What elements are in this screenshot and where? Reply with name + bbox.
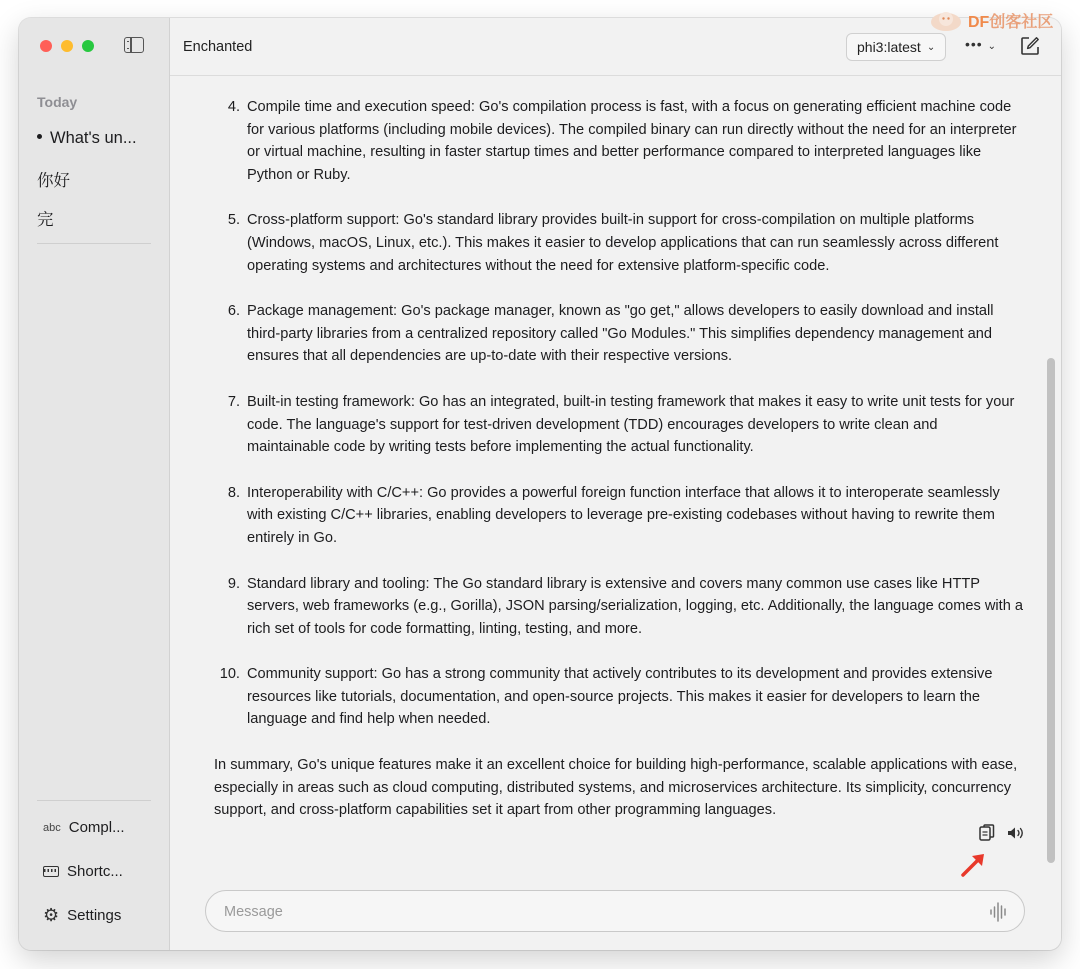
model-selector-value: phi3:latest — [857, 39, 921, 55]
sidebar-toggle-icon[interactable] — [124, 37, 144, 53]
list-item-number: 4. — [227, 99, 240, 115]
chat-item[interactable]: 完 — [37, 211, 54, 229]
abc-icon: abc — [43, 821, 61, 834]
chat-item-active[interactable] — [37, 129, 137, 148]
watermark-brand-df: DF — [968, 13, 990, 31]
settings-button[interactable] — [43, 906, 121, 924]
sidebar — [19, 18, 170, 950]
response-list — [214, 96, 1024, 754]
annotation-arrow-icon — [960, 852, 988, 878]
watermark — [928, 6, 1053, 34]
response-summary: In summary, Go's unique features make it an excellent choice for building high-performance, scalable applications with ease, especially in areas such as cloud computing, distributed systems, and microservices architecture. Its simplicity, concurrency support, and cross-platform capabilities set it apart from other programming languages. — [214, 757, 1018, 819]
minimize-window-button[interactable] — [61, 40, 73, 52]
shortcuts-label: Shortc... — [67, 863, 123, 880]
list-item — [214, 482, 1024, 550]
list-item-number: 8. — [227, 484, 240, 501]
window-title: Enchanted — [183, 39, 253, 55]
message-composer — [205, 890, 1025, 932]
chevron-down-icon: ⌄ — [987, 41, 997, 52]
completions-button[interactable] — [43, 819, 125, 836]
list-item — [214, 391, 1024, 459]
chat-item-label: What's un... — [50, 129, 137, 147]
list-item-number: 5. — [227, 212, 240, 229]
zoom-window-button[interactable] — [82, 40, 94, 52]
list-item-number: 9. — [227, 575, 240, 592]
list-item-number: 7. — [227, 393, 240, 410]
list-item-text: Built-in testing framework: Go has an integrated, built-in testing framework that makes it easy to write unit tests for your code. The language's support for test-driven development (TDD) encourages developers to write clean and maintainable code by writing tests before implementing the actual functionality. — [247, 393, 1015, 456]
sidebar-divider — [37, 243, 151, 244]
list-item — [214, 300, 1024, 368]
new-chat-icon[interactable] — [1020, 36, 1040, 56]
shortcuts-button[interactable] — [43, 863, 123, 880]
conversation-area — [170, 76, 1061, 860]
list-item — [214, 573, 1024, 641]
chat-item[interactable]: 你好 — [37, 172, 70, 190]
speaker-icon[interactable] — [1007, 826, 1025, 840]
active-dot-icon — [37, 134, 42, 139]
gear-icon: ⚙ — [43, 905, 60, 925]
list-item-text: Interoperability with C/C++: Go provides a powerful foreign function interface that allows it to interoperate seamlessly with existing C/C++ libraries, enabling developers to leverage pre-existing codebases without having to rewrite them entirely in Go. — [247, 484, 1000, 546]
list-item-text: Standard library and tooling: The Go standard library is extensive and covers many common use cases like HTTP servers, web frameworks (e.g., Gorilla), JSON parsing/serialization, logging, etc. Additionally, the language comes with a rich set of tools for code formatting, linting, testing, and more. — [247, 575, 1023, 637]
message-actions — [979, 824, 1025, 842]
list-item-text: Community support: Go has a strong community that actively contributes to its development and provides extensive resources like tutorials, documentation, and open-source projects. This makes it easier for developers to learn the language and find help when needed. — [247, 666, 993, 728]
watermark-text — [968, 9, 1053, 32]
list-item-text: Package management: Go's package manager, known as "go get," allows developers to easily download and install third-party libraries from a centralized repository called "Go Modules." This simplifies dependency management and ensures that all dependencies are up-to-date with their respective versions. — [247, 303, 994, 365]
list-item-number: 6. — [227, 303, 240, 320]
settings-label: Settings — [67, 906, 122, 924]
more-options-button[interactable] — [965, 36, 997, 52]
completions-label: Compl... — [68, 819, 125, 836]
list-item-text: Cross-platform support: Go's standard library provides built-in support for cross-compilation on multiple platforms (Windows, macOS, Linux, etc.). This makes it easier to develop applications that can run seamlessly across different operating systems and architectures without the need for extensive platform-specific code. — [247, 212, 999, 274]
message-input[interactable] — [222, 900, 966, 924]
watermark-logo-icon — [928, 6, 964, 34]
watermark-brand-rest: 创客社区 — [989, 13, 1054, 31]
copy-icon[interactable] — [979, 824, 995, 842]
chevron-down-icon: ⌄ — [926, 41, 936, 53]
model-selector[interactable] — [846, 33, 946, 61]
list-item — [214, 209, 1024, 277]
main-panel — [170, 18, 1061, 950]
list-item-text: Compile time and execution speed: Go's compilation process is fast, with a focus on generating efficient machine code for various platforms (including mobile devices). The compiled binary can run directly without the need for an interpreter or virtual machine, resulting in faster startup times and better performance compared to interpreted languages like Python or Ruby. — [247, 99, 1017, 183]
window-controls — [40, 40, 94, 52]
more-icon: ••• — [965, 36, 983, 52]
list-item — [214, 96, 1024, 186]
sidebar-divider — [37, 800, 151, 801]
keyboard-icon — [43, 866, 59, 877]
app-window — [19, 18, 1061, 950]
voice-input-icon[interactable] — [990, 902, 1008, 922]
section-label-today: Today — [37, 94, 78, 110]
scrollbar-thumb[interactable] — [1047, 358, 1055, 863]
list-item — [214, 663, 1024, 731]
list-item-number: 10. — [219, 666, 240, 683]
close-window-button[interactable] — [40, 40, 52, 52]
